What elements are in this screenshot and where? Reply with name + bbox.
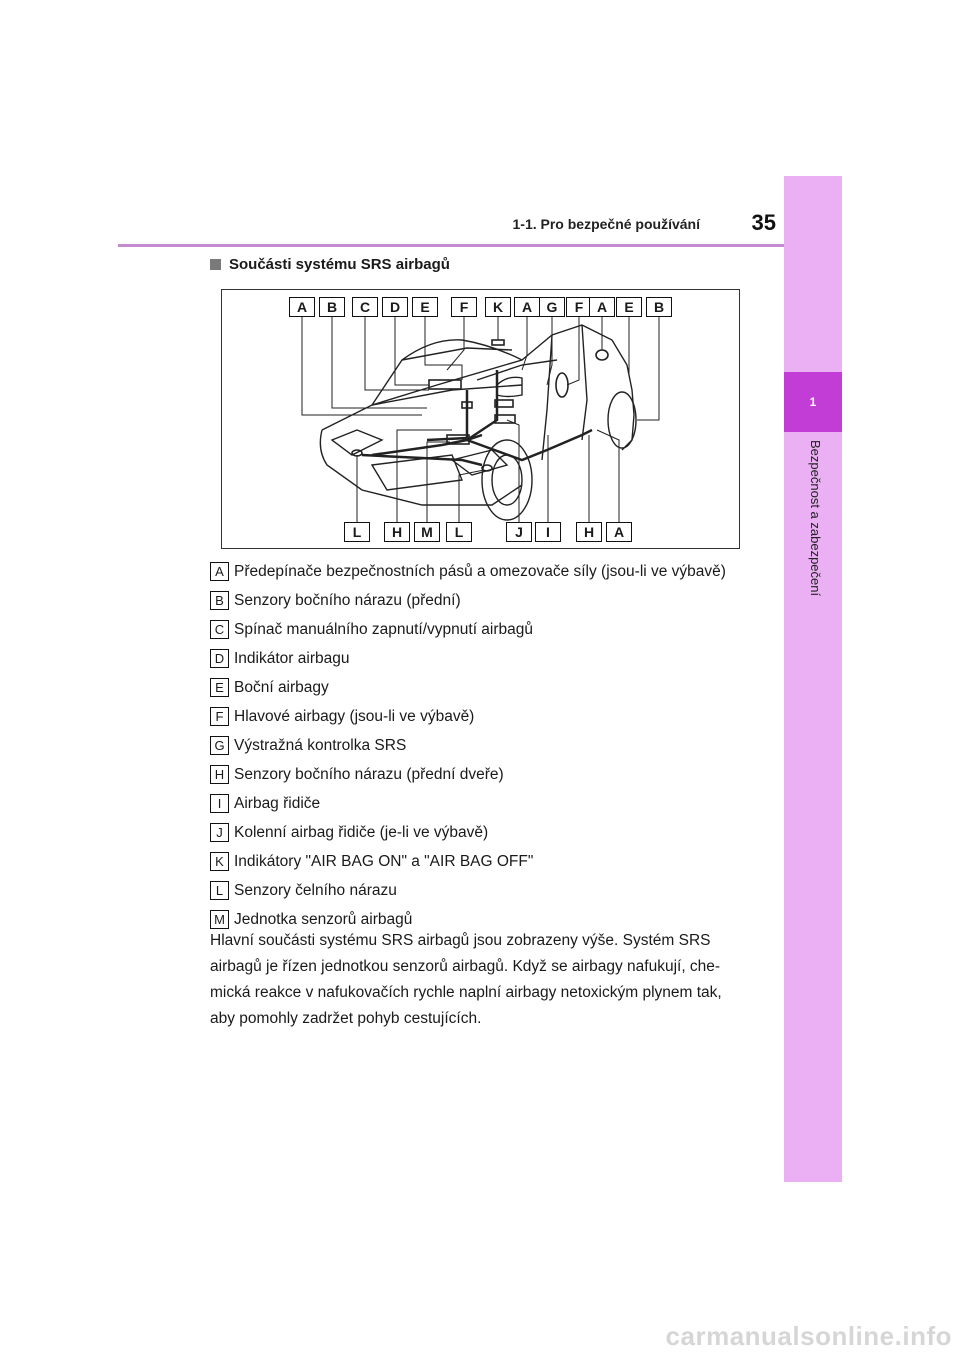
body-line: mická reakce v nafukovačích rychle naplní airbagy netoxickým plynem tak,: [210, 984, 722, 1001]
heading-bullet-icon: [210, 259, 221, 270]
callout-label: I: [535, 522, 561, 542]
legend-key: I: [210, 794, 229, 813]
callout-label: C: [352, 297, 378, 317]
legend-text: Airbag řidiče: [234, 794, 321, 812]
legend-text: Kolenní airbag řidiče (je-li ve výbavě): [234, 823, 489, 841]
legend-item: [210, 557, 770, 586]
legend-key: H: [210, 765, 229, 784]
callout-label: A: [606, 522, 632, 542]
callout-label: F: [566, 297, 592, 317]
callout-label: E: [616, 297, 642, 317]
callout-label: G: [539, 297, 565, 317]
callout-label: A: [514, 297, 540, 317]
legend-key: B: [210, 591, 229, 610]
legend-key: J: [210, 823, 229, 842]
legend-text: Senzory čelního nárazu: [234, 881, 397, 899]
callout-label: B: [319, 297, 345, 317]
legend-item: [210, 731, 770, 760]
callout-label: H: [576, 522, 602, 542]
legend-key: C: [210, 620, 229, 639]
legend-item: [210, 760, 770, 789]
legend-key: E: [210, 678, 229, 697]
callout-label: L: [344, 522, 370, 542]
callout-label: B: [646, 297, 672, 317]
chapter-title: Bezpečnost a zabezpečení: [808, 440, 823, 597]
legend-key: G: [210, 736, 229, 755]
legend-key: F: [210, 707, 229, 726]
legend-item: [210, 673, 770, 702]
legend-text: Senzory bočního nárazu (přední dveře): [234, 765, 504, 783]
legend-list: [210, 557, 770, 934]
callout-label: D: [382, 297, 408, 317]
body-paragraph: [210, 928, 750, 1032]
callout-label: A: [589, 297, 615, 317]
car-illustration: [222, 290, 738, 547]
legend-text: Spínač manuálního zapnutí/vypnutí airbagů: [234, 620, 534, 638]
section-heading: [210, 256, 450, 273]
callout-label: K: [485, 297, 511, 317]
page-number: 35: [751, 210, 776, 235]
heading-text: Součásti systému SRS airbagů: [229, 256, 450, 273]
legend-key: D: [210, 649, 229, 668]
legend-text: Hlavové airbagy (jsou-li ve výbavě): [234, 707, 475, 725]
section-title: 1-1. Pro bezpečné používání: [512, 216, 700, 232]
legend-item: [210, 586, 770, 615]
legend-item: [210, 847, 770, 876]
legend-text: Indikátor airbagu: [234, 649, 350, 667]
legend-key: A: [210, 562, 229, 581]
header-rule: [118, 244, 784, 247]
legend-text: Jednotka senzorů airbagů: [234, 910, 413, 928]
legend-item: [210, 644, 770, 673]
legend-item: [210, 615, 770, 644]
airbag-diagram: [221, 289, 740, 549]
callout-label: F: [451, 297, 477, 317]
legend-key: L: [210, 881, 229, 900]
body-line: airbagů je řízen jednotkou senzorů airbagů. Když se airbagy nafukují, che-: [210, 958, 721, 975]
legend-item: [210, 702, 770, 731]
legend-item: [210, 876, 770, 905]
side-tab: [784, 176, 842, 1182]
legend-text: Senzory bočního nárazu (přední): [234, 591, 461, 609]
legend-text: Boční airbagy: [234, 678, 329, 696]
callout-label: L: [446, 522, 472, 542]
chapter-number: 1: [784, 372, 842, 432]
watermark: carmanualsonline.info: [665, 1321, 952, 1351]
legend-text: Výstražná kontrolka SRS: [234, 736, 407, 754]
legend-key: M: [210, 910, 229, 929]
legend-text: Indikátory "AIR BAG ON" a "AIR BAG OFF": [234, 852, 534, 870]
callout-label: A: [289, 297, 315, 317]
legend-key: K: [210, 852, 229, 871]
callout-label: E: [412, 297, 438, 317]
callout-label: H: [384, 522, 410, 542]
legend-text: Předepínače bezpečnostních pásů a omezovače síly (jsou-li ve výbavě): [234, 562, 726, 580]
body-line: Hlavní součásti systému SRS airbagů jsou zobrazeny výše. Systém SRS: [210, 932, 711, 949]
body-line: aby pomohly zadržet pohyb cestujících.: [210, 1010, 482, 1027]
callout-label: J: [506, 522, 532, 542]
callout-label: M: [414, 522, 440, 542]
legend-item: [210, 789, 770, 818]
legend-item: [210, 818, 770, 847]
